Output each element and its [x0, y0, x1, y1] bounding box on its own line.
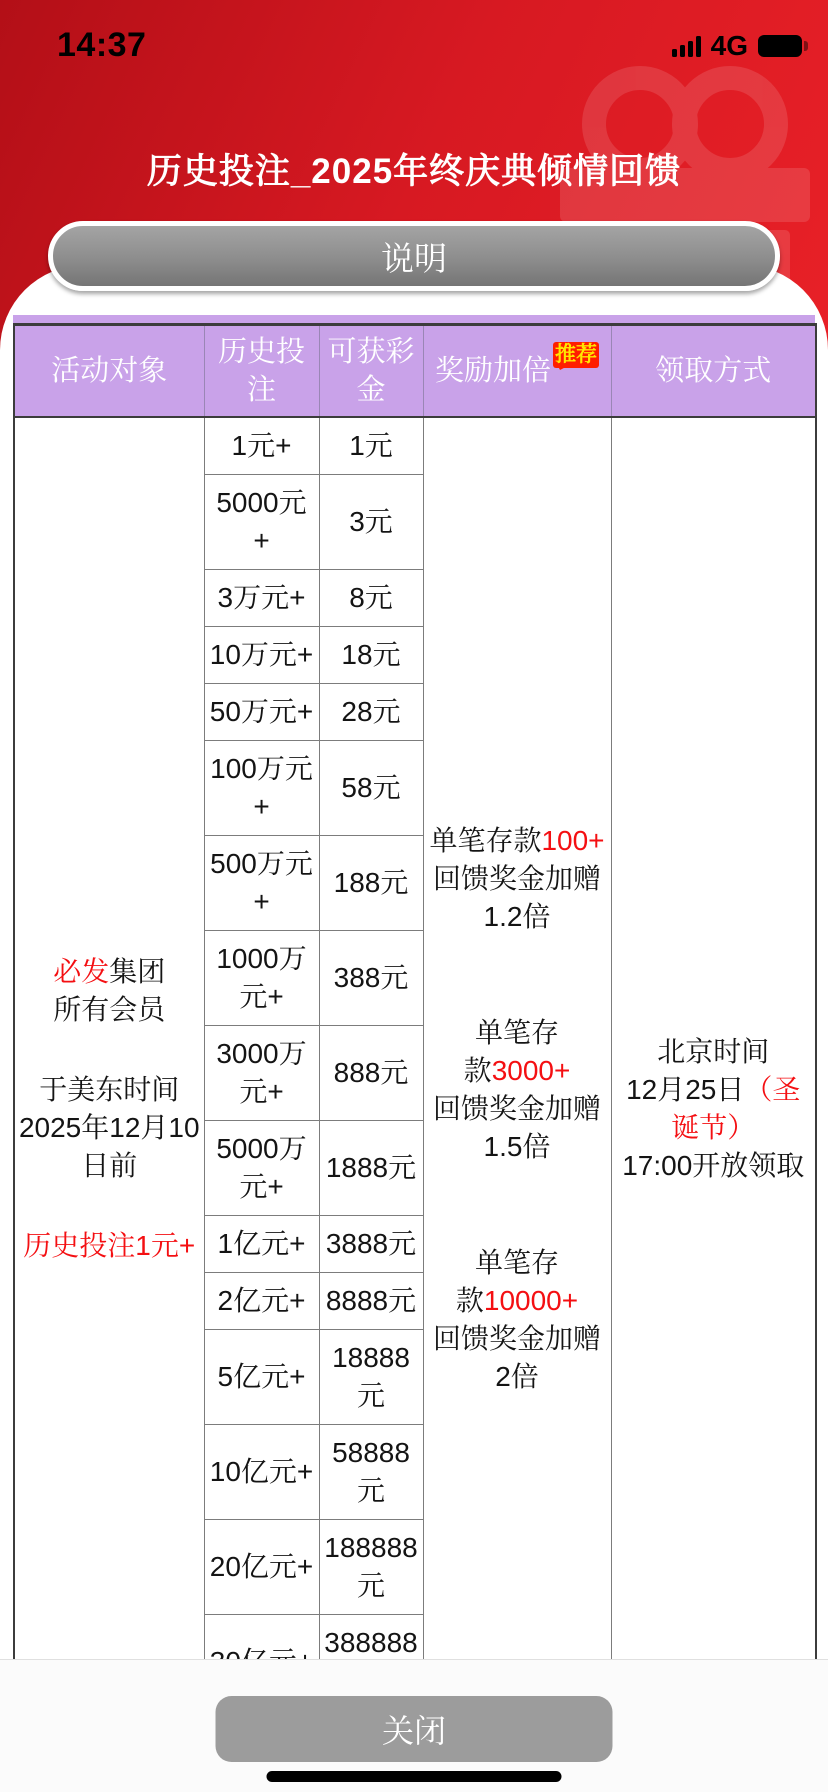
page-title: 历史投注_2025年终庆典倾情回馈 — [146, 152, 682, 191]
bet-amount-cell: 5000万 元+ — [204, 1121, 319, 1216]
table-row — [14, 417, 816, 475]
bonus-cell: 388元 — [319, 931, 423, 1026]
bet-amount-cell: 10亿元+ — [204, 1425, 319, 1520]
note-button[interactable]: 说明 — [48, 221, 780, 291]
bet-amount-cell: 3万元+ — [204, 570, 319, 627]
col-header-bonus: 可获彩金 — [319, 325, 423, 418]
bonus-cell: 8元 — [319, 570, 423, 627]
bonus-cell: 188元 — [319, 836, 423, 931]
close-button[interactable]: 关闭 — [216, 1696, 613, 1762]
bonus-cell: 28元 — [319, 684, 423, 741]
promo-table-wrap — [13, 315, 815, 1710]
bonus-cell: 18888 元 — [319, 1330, 423, 1425]
bet-amount-cell: 2亿元+ — [204, 1273, 319, 1330]
bonus-cell: 888元 — [319, 1026, 423, 1121]
bet-amount-cell: 1元+ — [204, 417, 319, 475]
bet-amount-cell: 5亿元+ — [204, 1330, 319, 1425]
promo-table — [13, 323, 817, 1710]
status-time: 14:37 — [57, 26, 147, 64]
network-type-label: 4G — [710, 30, 748, 61]
status-icons — [672, 30, 802, 62]
recommend-badge: 推荐 — [555, 343, 597, 366]
bet-amount-cell: 50万元+ — [204, 684, 319, 741]
bet-amount-cell: 3000万 元+ — [204, 1026, 319, 1121]
bonus-cell: 58元 — [319, 741, 423, 836]
bet-amount-cell: 10万元+ — [204, 627, 319, 684]
status-bar — [0, 22, 828, 70]
bonus-cell: 388888 — [319, 1615, 423, 1710]
bonus-cell: 58888 元 — [319, 1425, 423, 1520]
bonus-cell: 3888元 — [319, 1216, 423, 1273]
reward-multiplier-cell: 单笔存款100+ 回馈奖金加赠 1.2倍 单笔存 款3000+ 回馈奖金加赠 1.5倍 单笔存 款10000+ 回馈奖金加赠 2倍 — [423, 417, 611, 1710]
bonus-cell: 18元 — [319, 627, 423, 684]
bet-amount-cell: 20亿元+ — [204, 1520, 319, 1615]
header-row — [14, 325, 816, 418]
bet-amount-cell: 1亿元+ — [204, 1216, 319, 1273]
bonus-cell: 188888 元 — [319, 1520, 423, 1615]
col-header-reward-multiplier: 奖励加倍推荐 — [423, 325, 611, 418]
col-header-claim-method: 领取方式 — [611, 325, 816, 418]
home-indicator[interactable] — [267, 1771, 562, 1782]
footer-bar — [0, 1659, 828, 1792]
bet-amount-cell: 500万元 + — [204, 836, 319, 931]
bet-amount-cell: 1000万 元+ — [204, 931, 319, 1026]
bonus-cell: 8888元 — [319, 1273, 423, 1330]
activity-target-cell: 必发集团 所有会员 于美东时间 2025年12月10 日前 历史投注1元+ — [14, 417, 204, 1710]
col-header-activity: 活动对象 — [14, 325, 204, 418]
bet-amount-cell: 100万元 + — [204, 741, 319, 836]
bonus-cell: 3元 — [319, 475, 423, 570]
claim-method-cell: 北京时间 12月25日（圣 诞节） 17:00开放领取 — [611, 417, 816, 1710]
col-header-history-bet: 历史投注 — [204, 325, 319, 418]
signal-bars-icon — [672, 35, 701, 57]
bonus-cell: 1888元 — [319, 1121, 423, 1216]
battery-icon — [758, 35, 802, 57]
table-top-strip — [13, 315, 815, 323]
bet-amount-cell: 5000元 + — [204, 475, 319, 570]
bonus-cell: 1元 — [319, 417, 423, 475]
